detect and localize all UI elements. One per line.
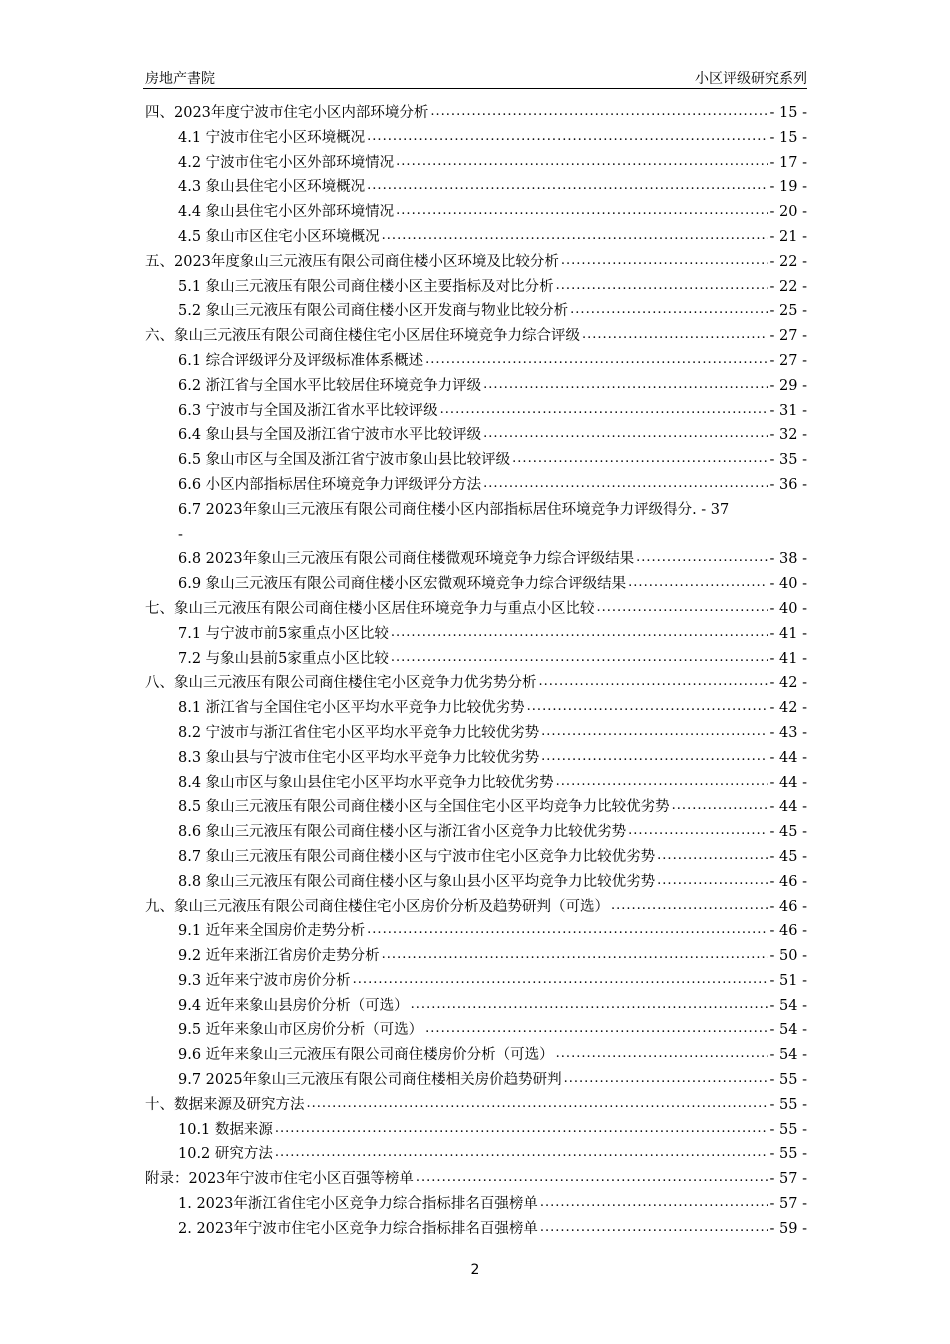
toc-section-entry[interactable] <box>145 547 807 572</box>
toc-entry-label: 8.4 象山市区与象山县住宅小区平均水平竞争力比较优劣势 <box>178 774 554 791</box>
toc-chapter-entry[interactable] <box>145 597 807 622</box>
toc-chapter-entry[interactable] <box>145 101 807 126</box>
toc-entry-page: - 41 - <box>769 650 807 667</box>
toc-entry-page: - 46 - <box>769 873 807 890</box>
toc-entry-page: - 40 - <box>769 576 807 593</box>
toc-leader-dots <box>570 301 767 316</box>
toc-entry-page: - 38 - <box>769 551 807 568</box>
toc-leader-dots <box>556 276 768 291</box>
toc-entry-label: 4.2 宁波市住宅小区外部环境情况 <box>178 154 395 171</box>
toc-leader-dots <box>382 946 768 961</box>
toc-leader-dots <box>657 846 767 861</box>
toc-chapter-entry[interactable] <box>145 324 807 349</box>
toc-leader-dots <box>672 797 768 812</box>
toc-section-entry[interactable] <box>145 275 807 300</box>
toc-entry-label: 8.6 象山三元液压有限公司商住楼小区与浙江省小区竞争力比较优劣势 <box>178 824 627 841</box>
toc-section-entry[interactable] <box>145 1043 807 1068</box>
toc-entry-page: - 31 - <box>769 402 807 419</box>
toc-entry-page: - 46 - <box>769 898 807 915</box>
page-number: 2 <box>470 1262 480 1278</box>
toc-entry-page: - 54 - <box>769 997 807 1014</box>
header-right-title: 小区评级研究系列 <box>695 71 807 87</box>
toc-section-entry[interactable] <box>145 374 807 399</box>
toc-entry-page: - 55 - <box>769 1072 807 1089</box>
toc-entry-page: - 51 - <box>769 972 807 989</box>
toc-entry-label: 七、象山三元液压有限公司商住楼小区居住环境竞争力与重点小区比较 <box>145 600 595 617</box>
toc-entry-page: - 57 - <box>769 1171 807 1188</box>
toc-section-entry[interactable] <box>145 845 807 870</box>
toc-wrap-continuation: - <box>178 526 183 543</box>
toc-section-entry[interactable] <box>145 299 807 324</box>
toc-section-entry[interactable] <box>145 1142 807 1167</box>
toc-entry-page: - 17 - <box>769 154 807 171</box>
toc-entry-label: 6.1 综合评级评分及评级标准体系概述 <box>178 352 424 369</box>
toc-leader-dots <box>425 350 767 365</box>
toc-entry-page: - 35 - <box>769 452 807 469</box>
toc-entry-label: 2. 2023年宁波市住宅小区竞争力综合指标排名百强榜单 <box>178 1220 538 1237</box>
toc-entry-label: 四、2023年度宁波市住宅小区内部环境分析 <box>145 105 429 121</box>
toc-leader-dots <box>396 202 767 217</box>
toc-entry-label: 8.5 象山三元液压有限公司商住楼小区与全国住宅小区平均竞争力比较优劣势 <box>178 799 670 816</box>
toc-entry-label: 9.1 近年来全国房价走势分析 <box>178 923 366 940</box>
toc-leader-dots <box>541 722 767 737</box>
toc-leader-dots <box>440 400 768 415</box>
toc-section-entry[interactable] <box>145 175 807 200</box>
toc-section-entry[interactable] <box>145 870 807 895</box>
toc-entry-page: - 54 - <box>769 1047 807 1064</box>
toc-leader-dots <box>561 251 768 266</box>
toc-leader-dots <box>391 648 768 663</box>
toc-leader-dots <box>367 177 767 192</box>
toc-leader-dots <box>411 995 768 1010</box>
toc-leader-dots <box>367 921 767 936</box>
page-header <box>143 66 807 89</box>
toc-section-entry[interactable] <box>145 1217 807 1242</box>
toc-entry-label: 9.3 近年来宁波市房价分析 <box>178 972 351 989</box>
toc-entry-page: - 29 - <box>769 377 807 394</box>
header-left-title: 房地产書院 <box>145 71 215 87</box>
toc-entry-page: - 55 - <box>769 1121 807 1138</box>
toc-leader-dots <box>540 1194 768 1209</box>
toc-entry-label: 7.1 与宁波市前5家重点小区比较 <box>178 625 389 642</box>
toc-entry-page: - 50 - <box>769 948 807 965</box>
toc-chapter-entry[interactable] <box>145 1167 807 1192</box>
toc-section-entry[interactable] <box>145 448 807 473</box>
toc-leader-dots <box>275 1144 768 1159</box>
toc-leader-dots <box>391 623 768 638</box>
toc-leader-dots <box>396 152 767 167</box>
toc-leader-dots <box>416 1169 768 1184</box>
toc-entry-label: 6.2 浙江省与全国水平比较居住环境竞争力评级 <box>178 377 482 394</box>
toc-leader-dots <box>556 772 768 787</box>
toc-section-entry[interactable] <box>145 473 807 498</box>
toc-leader-dots <box>425 1020 767 1035</box>
toc-section-entry[interactable] <box>145 771 807 796</box>
toc-chapter-entry[interactable] <box>145 671 807 696</box>
toc-section-entry[interactable] <box>145 721 807 746</box>
toc-section-entry[interactable] <box>145 225 807 250</box>
toc-entry-label: 八、象山三元液压有限公司商住楼住宅小区竞争力优劣势分析 <box>145 675 537 692</box>
toc-entry-page: - 42 - <box>769 675 807 692</box>
toc-section-entry[interactable] <box>145 944 807 969</box>
toc-entry-page: - 27 - <box>769 328 807 345</box>
toc-leader-dots <box>539 673 768 688</box>
toc-entry-label: 8.7 象山三元液压有限公司商住楼小区与宁波市住宅小区竞争力比较优劣势 <box>178 848 656 865</box>
toc-section-entry[interactable] <box>145 795 807 820</box>
toc-chapter-entry[interactable] <box>145 250 807 275</box>
toc-entry-label: 10.1 数据来源 <box>178 1121 273 1138</box>
toc-entry-page: - 32 - <box>769 427 807 444</box>
toc-leader-dots <box>541 747 767 762</box>
toc-entry-label: 5.2 象山三元液压有限公司商住楼小区开发商与物业比较分析 <box>178 303 569 320</box>
toc-leader-dots <box>430 103 767 118</box>
toc-entry-page: - 20 - <box>769 204 807 221</box>
toc-entry-page: - 59 - <box>769 1220 807 1237</box>
toc-leader-dots <box>275 1119 768 1134</box>
toc-section-entry[interactable] <box>145 820 807 845</box>
toc-entry-page: - 41 - <box>769 625 807 642</box>
toc-entry-page: - 44 - <box>769 799 807 816</box>
toc-entry-label: 6.3 宁波市与全国及浙江省水平比较评级 <box>178 402 438 419</box>
toc-entry-label: 6.4 象山县与全国及浙江省宁波市水平比较评级 <box>178 427 482 444</box>
toc-leader-dots <box>636 549 767 564</box>
toc-leader-dots <box>628 574 767 589</box>
toc-entry-page: - 44 - <box>769 774 807 791</box>
toc-entry-page: - 40 - <box>769 600 807 617</box>
toc-section-entry[interactable] <box>145 399 807 424</box>
toc-section-entry[interactable] <box>145 1018 807 1043</box>
toc-leader-dots <box>382 226 768 241</box>
toc-entry-label: 9.6 近年来象山三元液压有限公司商住楼房价分析（可选） <box>178 1047 554 1064</box>
toc-section-entry[interactable] <box>145 746 807 771</box>
toc-entry-label: 8.2 宁波市与浙江省住宅小区平均水平竞争力比较优劣势 <box>178 724 540 741</box>
toc-entry-page: - 57 - <box>769 1196 807 1213</box>
toc-leader-dots <box>611 896 768 911</box>
toc-leader-dots <box>307 1094 768 1109</box>
toc-entry-label: 6.7 2023年象山三元液压有限公司商住楼小区内部指标居住环境竞争力评级得分 <box>178 501 693 518</box>
toc-leader-dots <box>512 450 767 465</box>
toc-entry-label: 6.9 象山三元液压有限公司商住楼小区宏微观环境竞争力综合评级结果 <box>178 576 627 593</box>
toc-entry-label: 8.1 浙江省与全国住宅小区平均水平竞争力比较优劣势 <box>178 700 525 717</box>
toc-section-entry[interactable] <box>145 969 807 994</box>
toc-entry-page: - 19 - <box>769 179 807 196</box>
toc-entry-page: - 15 - <box>769 105 807 121</box>
toc-entry-page: - 22 - <box>769 278 807 295</box>
toc-section-entry[interactable] <box>145 622 807 647</box>
toc-section-entry[interactable] <box>145 572 807 597</box>
toc-entry-page: . - 37 <box>692 501 730 518</box>
toc-entry-page: - 55 - <box>769 1146 807 1163</box>
toc-leader-dots <box>353 970 768 985</box>
toc-entry-label: 9.2 近年来浙江省房价走势分析 <box>178 948 380 965</box>
toc-entry-label: 4.4 象山县住宅小区外部环境情况 <box>178 204 395 221</box>
toc-entry-page: - 22 - <box>769 253 807 270</box>
toc-entry-label: 5.1 象山三元液压有限公司商住楼小区主要指标及对比分析 <box>178 278 554 295</box>
toc-leader-dots <box>657 871 767 886</box>
toc-section-entry[interactable] <box>145 151 807 176</box>
toc-section-entry[interactable] <box>145 498 807 523</box>
toc-entry-label: 9.4 近年来象山县房价分析（可选） <box>178 997 409 1014</box>
toc-entry-page: - 42 - <box>769 700 807 717</box>
toc-entry-label: 9.7 2025年象山三元液压有限公司商住楼相关房价趋势研判 <box>178 1072 562 1089</box>
toc-entry-page: - 54 - <box>769 1022 807 1039</box>
toc-leader-dots <box>597 598 768 613</box>
toc-section-entry[interactable] <box>145 919 807 944</box>
toc-entry-label: 6.6 小区内部指标居住环境竞争力评级评分方法 <box>178 476 482 493</box>
toc-entry-label: 4.1 宁波市住宅小区环境概况 <box>178 129 366 146</box>
toc-section-entry[interactable] <box>145 200 807 225</box>
toc-entry-label: 7.2 与象山县前5家重点小区比较 <box>178 650 389 667</box>
toc-section-entry[interactable] <box>145 1192 807 1217</box>
table-of-contents <box>145 101 807 1242</box>
toc-entry-label: 六、象山三元液压有限公司商住楼住宅小区居住环境竞争力综合评级 <box>145 328 580 345</box>
toc-entry-label: 6.5 象山市区与全国及浙江省宁波市象山县比较评级 <box>178 452 511 469</box>
toc-entry-page: - 55 - <box>769 1096 807 1113</box>
toc-entry-label: 8.8 象山三元液压有限公司商住楼小区与象山县小区平均竞争力比较优劣势 <box>178 873 656 890</box>
toc-section-entry[interactable] <box>145 1068 807 1093</box>
toc-leader-dots <box>582 326 768 341</box>
toc-section-entry[interactable] <box>145 994 807 1019</box>
toc-entry-label: 10.2 研究方法 <box>178 1146 273 1163</box>
toc-entry-page: - 21 - <box>769 228 807 245</box>
toc-leader-dots <box>564 1070 768 1085</box>
toc-entry-label: 十、数据来源及研究方法 <box>145 1096 305 1113</box>
toc-entry-page: - 46 - <box>769 923 807 940</box>
toc-entry-page: - 43 - <box>769 724 807 741</box>
toc-entry-label: 五、2023年度象山三元液压有限公司商住楼小区环境及比较分析 <box>145 253 559 270</box>
toc-section-entry[interactable] <box>145 423 807 448</box>
toc-section-entry[interactable] <box>145 647 807 672</box>
toc-leader-dots <box>483 425 767 440</box>
toc-entry-page: - 27 - <box>769 352 807 369</box>
toc-leader-dots <box>527 698 768 713</box>
toc-section-entry[interactable] <box>145 349 807 374</box>
toc-leader-dots <box>367 127 767 142</box>
toc-entry-page: - 15 - <box>769 129 807 146</box>
toc-entry-page: - 36 - <box>769 476 807 493</box>
toc-entry-page: - 45 - <box>769 848 807 865</box>
toc-entry-label: 4.5 象山市区住宅小区环境概况 <box>178 228 380 245</box>
toc-leader-dots <box>628 822 767 837</box>
toc-entry-label: 4.3 象山县住宅小区环境概况 <box>178 179 366 196</box>
toc-leader-dots <box>540 1218 768 1233</box>
toc-entry-label: 8.3 象山县与宁波市住宅小区平均水平竞争力比较优劣势 <box>178 749 540 766</box>
toc-entry-label: 1. 2023年浙江省住宅小区竞争力综合指标排名百强榜单 <box>178 1196 538 1213</box>
toc-entry-label: 9.5 近年来象山市区房价分析（可选） <box>178 1022 424 1039</box>
toc-leader-dots <box>483 375 767 390</box>
toc-entry-label: 附录：2023年宁波市住宅小区百强等榜单 <box>145 1171 414 1188</box>
toc-chapter-entry[interactable] <box>145 1093 807 1118</box>
toc-leader-dots <box>483 474 767 489</box>
toc-entry-page: - 25 - <box>769 303 807 320</box>
toc-section-entry[interactable] <box>145 1118 807 1143</box>
toc-entry-page: - 45 - <box>769 824 807 841</box>
toc-chapter-entry[interactable] <box>145 895 807 920</box>
toc-entry-label: 九、象山三元液压有限公司商住楼住宅小区房价分析及趋势研判（可选） <box>145 898 609 915</box>
toc-entry-page: - 44 - <box>769 749 807 766</box>
toc-entry-label: 6.8 2023年象山三元液压有限公司商住楼微观环境竞争力综合评级结果 <box>178 551 635 568</box>
toc-section-entry[interactable] <box>145 696 807 721</box>
toc-leader-dots <box>556 1045 768 1060</box>
toc-section-entry[interactable] <box>145 126 807 151</box>
